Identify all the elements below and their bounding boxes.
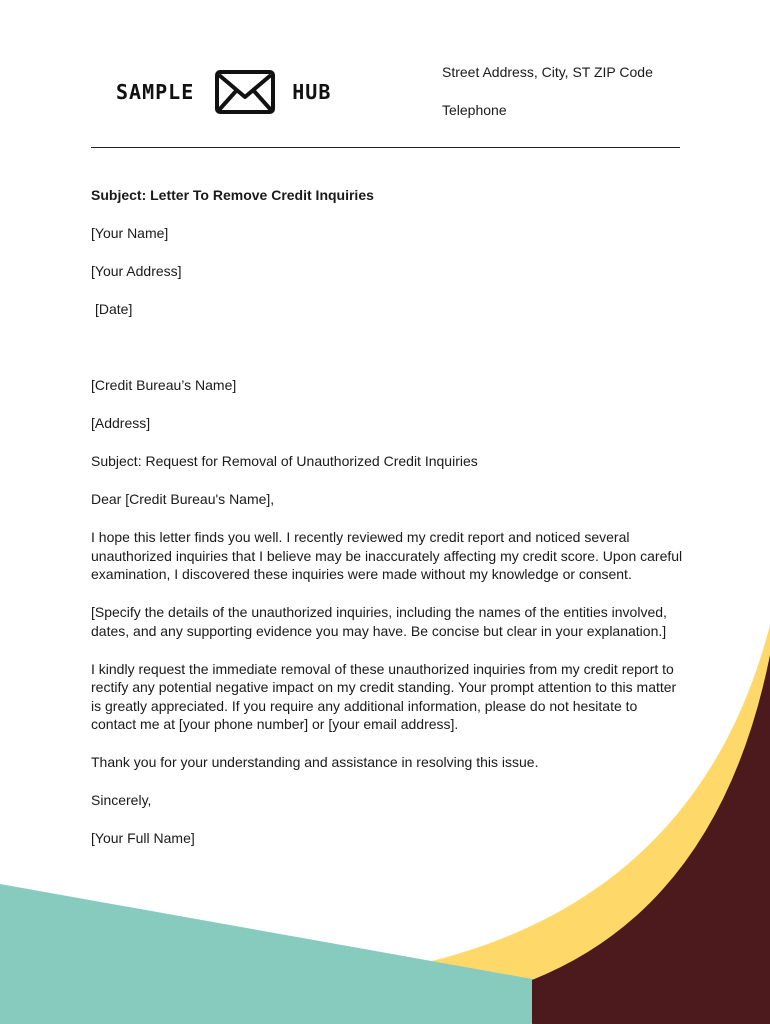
body-paragraph-4: Thank you for your understanding and assistance in resolving this issue. — [91, 754, 539, 770]
letter-subject-heading: Subject: Letter To Remove Credit Inquiries — [91, 187, 374, 203]
logo-text-sample: SAMPLE — [116, 80, 195, 104]
body-paragraph-2: [Specify the details of the unauthorized inquiries, including the names of the entities involved, dates, and any supporting evidence you may have. Be concise but clear in your explanation.] — [91, 604, 667, 639]
closing: Sincerely, — [91, 792, 152, 808]
signature-placeholder: [Your Full Name] — [91, 830, 195, 846]
recipient-name-placeholder: [Credit Bureau’s Name] — [91, 377, 237, 393]
sender-address-placeholder: [Your Address] — [91, 263, 182, 279]
letter-body — [91, 186, 683, 867]
logo-text-hub: HUB — [292, 80, 332, 104]
telephone-label: Telephone — [442, 102, 507, 118]
envelope-icon — [214, 69, 276, 115]
contact-block — [442, 63, 653, 139]
company-logo — [116, 66, 331, 118]
salutation: Dear [Credit Bureau's Name], — [91, 491, 275, 507]
body-paragraph-1: I hope this letter finds you well. I recently reviewed my credit report and noticed several unauthorized inquiries that I believe may be inaccurately affecting my credit score. Upon careful examination, I discovered these inquiries were made without my knowledge or consent. — [91, 529, 683, 582]
header-divider — [91, 147, 680, 148]
date-placeholder: [Date] — [95, 301, 133, 317]
street-address: Street Address, City, ST ZIP Code — [442, 64, 653, 80]
request-subject-line: Subject: Request for Removal of Unauthorized Credit Inquiries — [91, 453, 478, 469]
sender-name-placeholder: [Your Name] — [91, 225, 169, 241]
recipient-address-placeholder: [Address] — [91, 415, 151, 431]
body-paragraph-3: I kindly request the immediate removal of these unauthorized inquiries from my credit report to rectify any potential negative impact on my credit standing. Your prompt attention to this matter is greatly appreciated. If you require any additional information, please do not hesitate to contact me at [your phone number] or [your email address]. — [91, 660, 677, 732]
